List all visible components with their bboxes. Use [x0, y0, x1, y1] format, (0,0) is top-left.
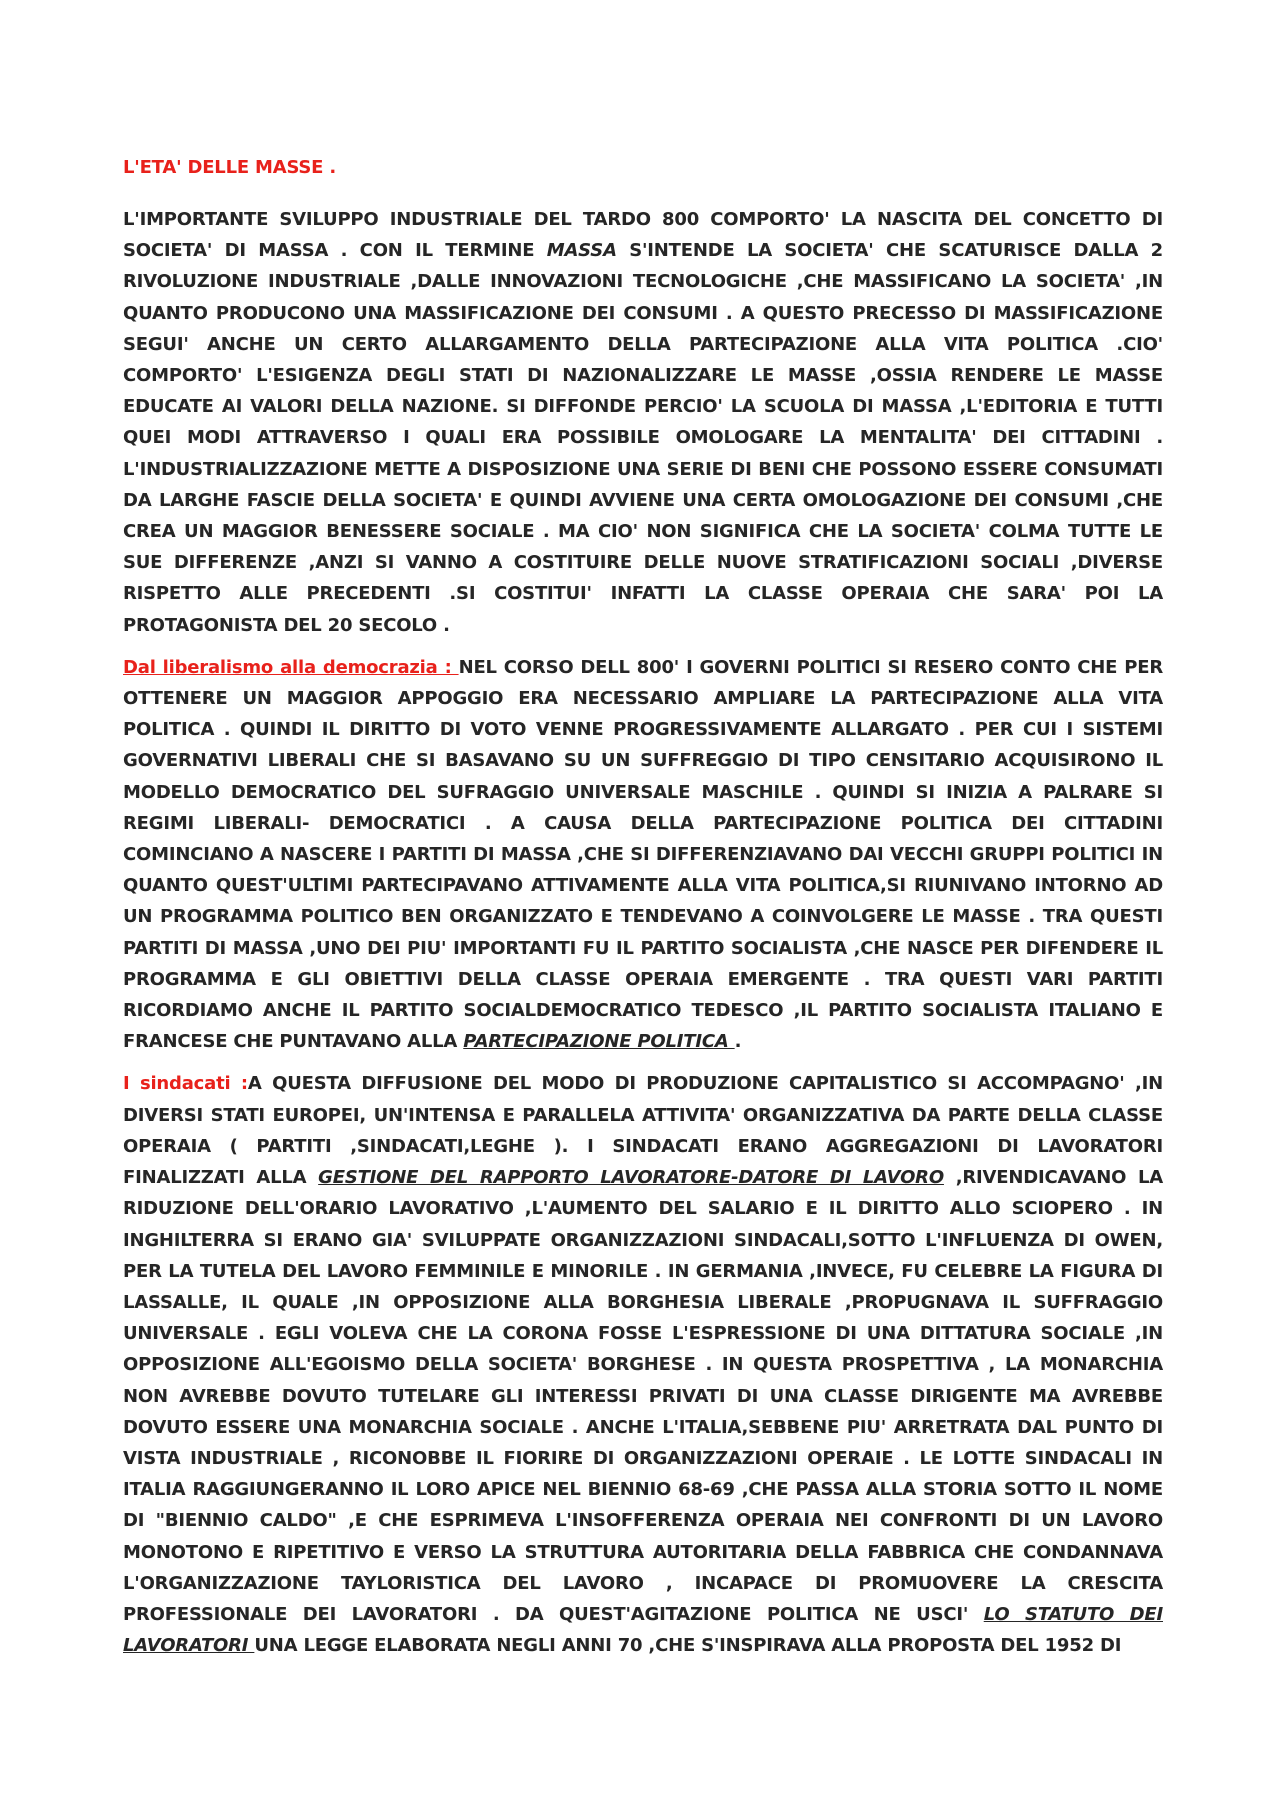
emphasis-term: GESTIONE DEL RAPPORTO LAVORATORE-DATORE DI LAVORO — [318, 1167, 944, 1189]
paragraph-mass-society — [123, 204, 1163, 641]
emphasis-term: MASSA — [546, 240, 617, 262]
paragraph-unions — [123, 1068, 1163, 1661]
paragraph-liberalism — [123, 652, 1163, 1058]
section-label: Dal liberalismo alla democrazia : — [123, 656, 459, 678]
emphasis-term: LO STATUTO DEI LAVORATORI — [123, 1603, 1163, 1657]
paragraph-text: NEL CORSO DELL 800' I GOVERNI POLITICI SI RESERO CONTO CHE PER OTTENERE UN MAGGIOR APPOGGIO ERA NECESSARIO AMPLIARE LA PARTECIPAZIONE ALLA VITA POLITICA . QUINDI IL DIRITTO DI VOTO VENNE PROGRESSIVAMENTE ALLARGATO . PER CUI I SISTEMI GOVERNATIVI LIBERALI CHE SI BASAVANO SU UN SUFFREGGIO DI TIPO CENSITARIO ACQUISIRONO IL MODELLO DEMOCRATICO DEL SUFRAGGIO UNIVERSALE MASCHILE . QUINDI SI INIZIA A PALRARE SI REGIMI LIBERALI- DEMOCRATICI . A CAUSA DELLA PARTECIPAZIONE POLITICA DEI CITTADINI COMINCIANO A NASCERE I PARTITI DI MASSA ,CHE SI DIFFERENZIAVANO DAI VECCHI GRUPPI POLITICI IN QUANTO QUEST'ULTIMI PARTECIPAVANO ATTIVAMENTE ALLA VITA POLITICA,SI RIUNIVANO INTORNO AD UN PROGRAMMA POLITICO BEN ORGANIZZATO E TENDEVANO A COINVOLGERE LE MASSE . TRA QUESTI PARTITI DI MASSA ,UNO DEI PIU' IMPORTANTI FU IL PARTITO SOCIALISTA ,CHE NASCE PER DIFENDERE IL PROGRAMMA E GLI OBIETTIVI DELLA CLASSE OPERAIA EMERGENTE . TRA QUESTI VARI PARTITI RICORDIAMO ANCHE IL PARTITO SOCIALDEMOCRATICO TEDESCO ,IL PARTITO SOCIALISTA ITALIANO E FRANCESE CHE PUNTAVANO ALLA — [123, 656, 1163, 1053]
emphasis-term: PARTECIPAZIONE POLITICA — [463, 1031, 735, 1053]
paragraph-text: . — [734, 1031, 742, 1053]
page-title: L'ETA' DELLE MASSE . — [123, 157, 336, 178]
document-page — [123, 152, 1163, 1672]
paragraph-text: S'INTENDE LA SOCIETA' CHE SCATURISCE DALLA 2 RIVOLUZIONE INDUSTRIALE ,DALLE INNOVAZIONI TECNOLOGICHE ,CHE MASSIFICANO LA SOCIETA' ,IN QUANTO PRODUCONO UNA MASSIFICAZIONE DEI CONSUMI . A QUESTO PRECESSO DI MASSIFICAZIONE SEGUI' ANCHE UN CERTO ALLARGAMENTO DELLA PARTECIPAZIONE ALLA VITA POLITICA .CIO' COMPORTO' L'ESIGENZA DEGLI STATI DI NAZIONALIZZARE LE MASSE ,OSSIA RENDERE LE MASSE EDUCATE AI VALORI DELLA NAZIONE. SI DIFFONDE PERCIO' LA SCUOLA DI MASSA ,L'EDITORIA E TUTTI QUEI MODI ATTRAVERSO I QUALI ERA POSSIBILE OMOLOGARE LA MENTALITA' DEI CITTADINI . L'INDUSTRIALIZZAZIONE METTE A DISPOSIZIONE UNA SERIE DI BENI CHE POSSONO ESSERE CONSUMATI DA LARGHE FASCIE DELLA SOCIETA' E QUINDI AVVIENE UNA CERTA OMOLOGAZIONE DEI CONSUMI ,CHE CREA UN MAGGIOR BENESSERE SOCIALE . MA CIO' NON SIGNIFICA CHE LA SOCIETA' COLMA TUTTE LE SUE DIFFERENZE ,ANZI SI VANNO A COSTITUIRE DELLE NUOVE STRATIFICAZIONI SOCIALI ,DIVERSE RISPETTO ALLE PRECEDENTI .SI COSTITUI' INFATTI LA CLASSE OPERAIA CHE SARA' POI LA PROTAGONISTA DEL 20 SECOLO . — [123, 240, 1163, 636]
paragraph-text: L'IMPORTANTE SVILUPPO INDUSTRIALE DEL TARDO 800 COMPORTO' LA NASCITA DEL CONCETTO DI SOCIETA' DI MASSA . CON IL TERMINE — [123, 209, 1163, 262]
paragraph-text: ,RIVENDICAVANO LA RIDUZIONE DELL'ORARIO LAVORATIVO ,L'AUMENTO DEL SALARIO E IL DIRITTO ALLO SCIOPERO . IN INGHILTERRA SI ERANO GIA' SVILUPPATE ORGANIZZAZIONI SINDACALI,SOTTO L'INFLUENZA DI OWEN, PER LA TUTELA DEL LAVORO FEMMINILE E MINORILE . IN GERMANIA ,INVECE, FU CELEBRE LA FIGURA DI LASSALLE, IL QUALE ,IN OPPOSIZIONE ALLA BORGHESIA LIBERALE ,PROPUGNAVA IL SUFFRAGGIO UNIVERSALE . EGLI VOLEVA CHE LA CORONA FOSSE L'ESPRESSIONE DI UNA DITTATURA SOCIALE ,IN OPPOSIZIONE ALL'EGOISMO DELLA SOCIETA' BORGHESE . IN QUESTA PROSPETTIVA , LA MONARCHIA NON AVREBBE DOVUTO TUTELARE GLI INTERESSI PRIVATI DI UNA CLASSE DIRIGENTE MA AVREBBE DOVUTO ESSERE UNA MONARCHIA SOCIALE . ANCHE L'ITALIA,SEBBENE PIU' ARRETRATA DAL PUNTO DI VISTA INDUSTRIALE , RICONOBBE IL FIORIRE DI ORGANIZZAZIONI OPERAIE . LE LOTTE SINDACALI IN ITALIA RAGGIUNGERANNO IL LORO APICE NEL BIENNIO 68-69 ,CHE PASSA ALLA STORIA SOTTO IL NOME DI "BIENNIO CALDO" ,E CHE ESPRIMEVA L'INSOFFERENZA OPERAIA NEI CONFRONTI DI UN LAVORO MONOTONO E RIPETITIVO E VERSO LA STRUTTURA AUTORITARIA DELLA FABBRICA CHE CONDANNAVA L'ORGANIZZAZIONE TAYLORISTICA DEL LAVORO , INCAPACE DI PROMUOVERE LA CRESCITA PROFESSIONALE DEI LAVORATORI . DA QUEST'AGITAZIONE POLITICA NE USCI' — [123, 1167, 1163, 1625]
paragraph-text: UNA LEGGE ELABORATA NEGLI ANNI 70 ,CHE S'INSPIRAVA ALLA PROPOSTA DEL 1952 DI — [254, 1635, 1122, 1657]
section-label: I sindacati : — [123, 1073, 248, 1095]
paragraph-text: A QUESTA DIFFUSIONE DEL MODO DI PRODUZIONE CAPITALISTICO SI ACCOMPAGNO' ,IN DIVERSI STATI EUROPEI, UN'INTENSA E PARALLELA ATTIVITA' ORGANIZZATIVA DA PARTE DELLA CLASSE OPERAIA ( PARTITI ,SINDACATI,LEGHE ). I SINDACATI ERANO AGGREGAZIONI DI LAVORATORI FINALIZZATI ALLA — [123, 1073, 1164, 1189]
